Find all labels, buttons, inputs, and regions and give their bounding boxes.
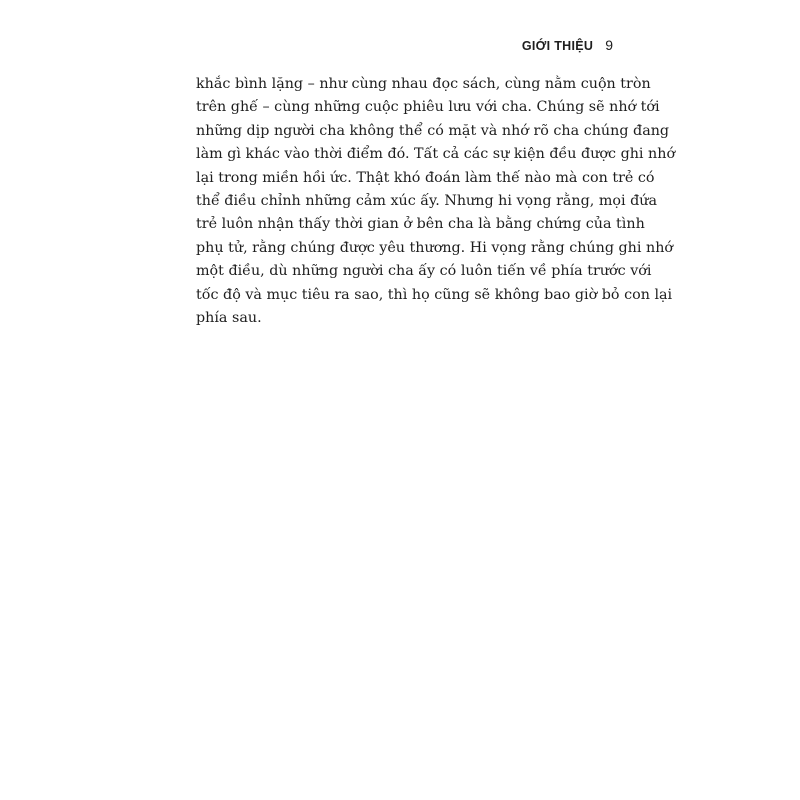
text-line-9: một điều, dù những người cha ấy có luôn tiến về phía trước với xyxy=(196,263,652,280)
text-line-4: làm gì khác vào thời điểm đó. Tất cả các sự kiện đều được ghi nhớ xyxy=(196,146,676,163)
text-line-10: tốc độ và mục tiêu ra sao, thì họ cũng sẽ không bao giờ bỏ con lại xyxy=(196,286,673,303)
text-line-11: phía sau. xyxy=(196,310,262,327)
text-line-2: trên ghế – cùng những cuộc phiêu lưu với cha. Chúng sẽ nhớ tới xyxy=(196,99,660,116)
text-line-1: khắc bình lặng – như cùng nhau đọc sách, cùng nằm cuộn tròn xyxy=(196,76,651,92)
page-number: 9 xyxy=(605,37,613,53)
body-paragraph xyxy=(196,73,676,330)
text-line-6: thể điều chỉnh những cảm xúc ấy. Nhưng hi vọng rằng, mọi đứa xyxy=(196,193,658,210)
running-head xyxy=(522,37,613,53)
text-line-3: những dịp người cha không thể có mặt và nhớ rõ cha chúng đang xyxy=(196,122,670,139)
text-line-5: lại trong miền hồi ức. Thật khó đoán làm thế nào mà con trẻ có xyxy=(196,169,655,186)
section-title: GIỚI THIỆU xyxy=(521,39,594,53)
text-line-7: trẻ luôn nhận thấy thời gian ở bên cha là bằng chứng của tình xyxy=(196,216,645,233)
text-line-8: phụ tử, rằng chúng được yêu thương. Hi vọng rằng chúng ghi nhớ xyxy=(196,239,674,256)
